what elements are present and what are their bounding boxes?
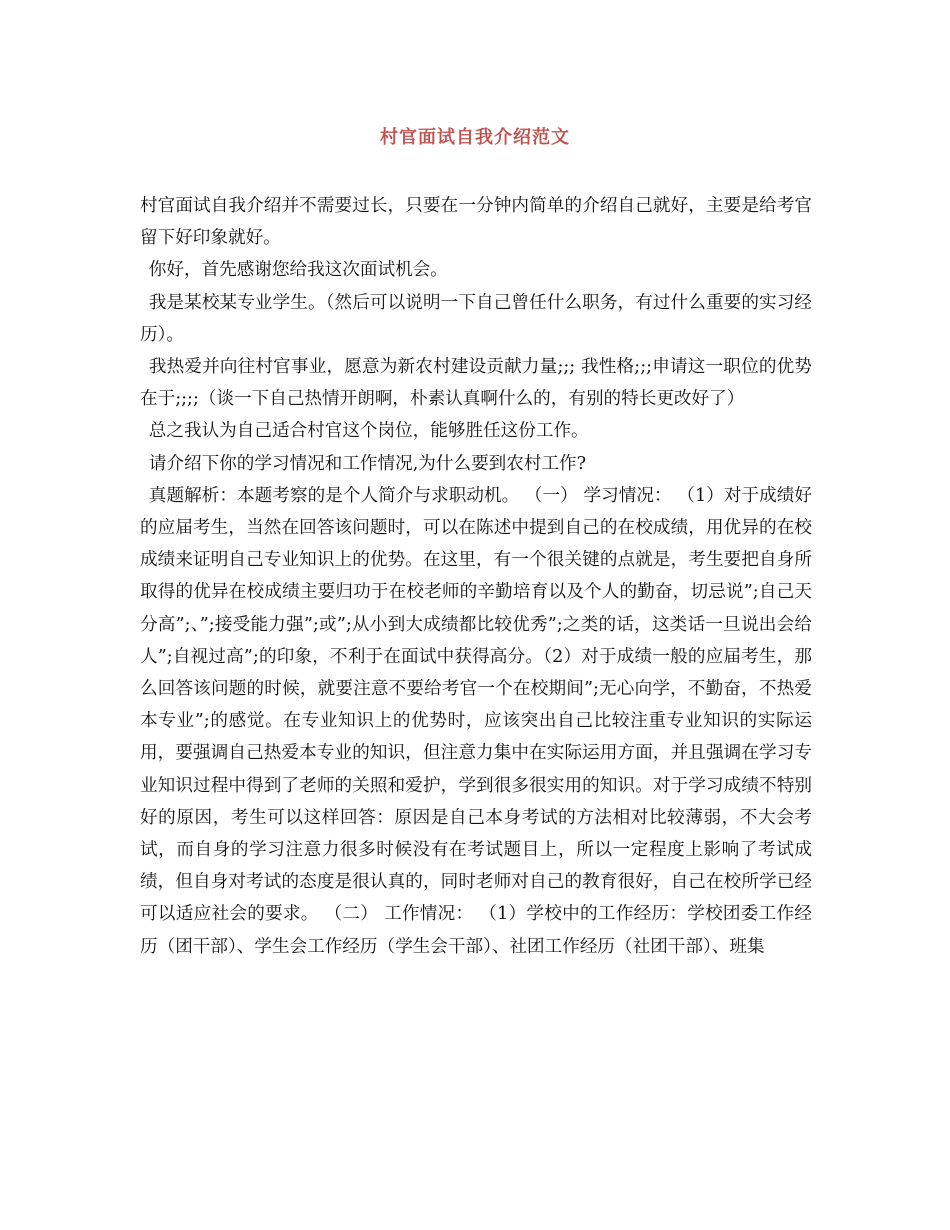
paragraph-greeting: 你好，首先感谢您给我这次面试机会。 (148, 260, 448, 281)
paragraph-intro: 村官面试自我介绍并不需要过长，只要在一分钟内简单的介绍自己就好，主要是给考官留下好印象就好。 (140, 196, 812, 249)
paragraph-motivation: 我热爱并向往村官事业，愿意为新农村建设贡献力量;;; 我性格;;;申请这一职位的优势在于;;;;（谈一下自己热情开朗啊，朴素认真啊什么的，有别的特长更改好了） (140, 357, 812, 410)
paragraph-background: 我是某校某专业学生。（然后可以说明一下自己曾任什么职务，有过什么重要的实习经历）。 (140, 292, 812, 345)
paragraph-conclusion: 总之我认为自己适合村官这个岗位，能够胜任这份工作。 (148, 421, 589, 442)
paragraph-analysis: 真题解析：本题考察的是个人简介与求职动机。 （一） 学习情况： （1）对于成绩好的应届考生，当然在回答该问题时，可以在陈述中提到自己的在校成绩，用优异的在校成绩来证明自己专业知识上的优势。在这里，有一个很关键的点就是，考生要把自身所取得的优异在校成绩主要归功于在校老师的辛勤培育以及个人的勤奋，切忌说”;自己天分高”;、”;接受能力强”;或”;从小到大成绩都比较优秀”;之类的话，这类话一旦说出会给人”;自视过高”;的印象，不利于在面试中获得高分。（2）对于成绩一般的应届考生，那么回答该问题的时候，就要注意不要给考官一个在校期间”;无心向学，不勤奋，不热爱本专业”;的感觉。在专业知识上的优势时，应该突出自己比较注重专业知识的实际运用，要强调自己热爱本专业的知识，但注意力集中在实际运用方面，并且强调在学习专业知识过程中得到了老师的关照和爱护，学到很多很实用的知识。对于学习成绩不特别好的原因，考生可以这样回答：原因是自己本身考试的方法相对比较薄弱，不大会考试，而自身的学习注意力很多时候没有在考试题目上，所以一定程度上影响了考试成绩，但自身对考试的态度是很认真的，同时老师对自己的教育很好，自己在校所学已经可以适应社会的要求。 （二） 工作情况： （1）学校中的工作经历：学校团委工作经历（团干部）、学生会工作经历（学生会干部）、社团工作经历（社团干部）、班集 (140, 485, 812, 957)
paragraph-question: 请介绍下你的学习情况和工作情况,为什么要到农村工作? (148, 453, 587, 474)
document-body (140, 190, 812, 963)
document-title: 村官面试自我介绍范文 (380, 127, 570, 148)
